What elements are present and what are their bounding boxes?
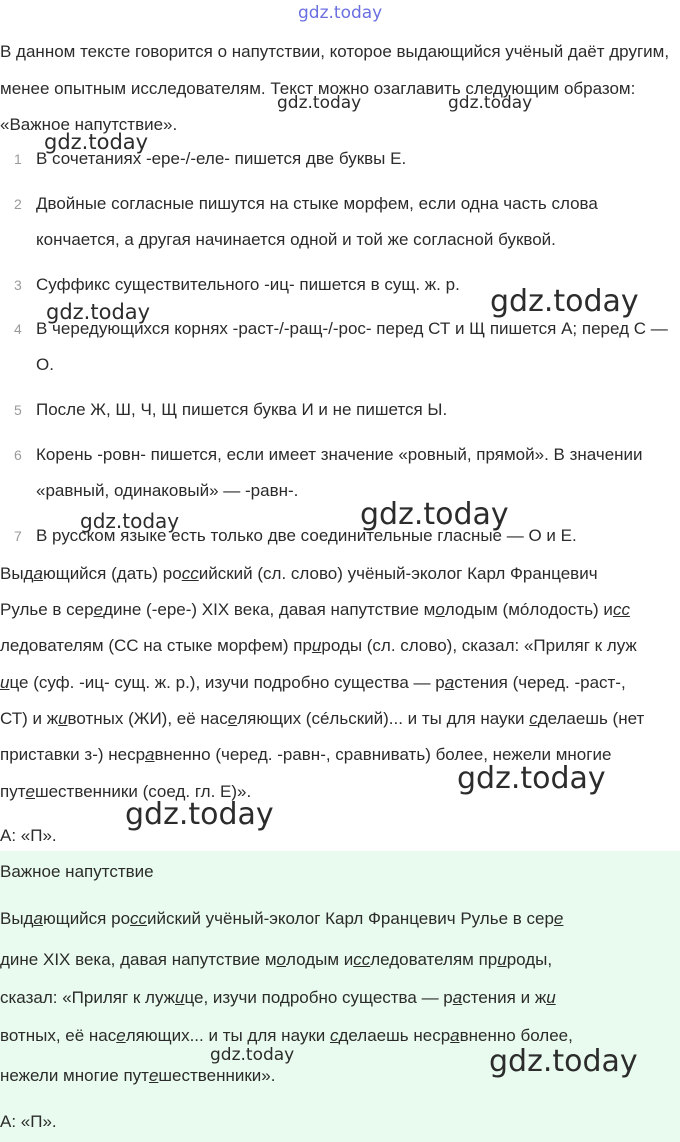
watermark: gdz.today: [210, 1045, 295, 1065]
watermark: gdz.today: [448, 93, 533, 113]
section-heading: Важное напутствие: [0, 862, 154, 881]
watermark: gdz.today: [80, 509, 180, 533]
rule-number: 3: [14, 277, 22, 293]
rule-text: После Ж, Ш, Ч, Щ пишется буква И и не пишется Ы.: [36, 400, 448, 419]
rule-text: Двойные согласные пишутся на стыке морфем, если одна часть слова кончается, а другая начинается одной и той же согласной буквой.: [36, 194, 598, 249]
rule-number: 1: [14, 151, 22, 167]
analysis-answer: А: «П».: [0, 826, 57, 845]
watermark: gdz.today: [489, 1044, 638, 1079]
watermark: gdz.today: [46, 300, 151, 324]
watermark: gdz.today: [490, 284, 639, 319]
rule-text: В сочетаниях -ере-/-еле- пишется две буквы Е.: [36, 149, 407, 168]
rule-text: В русском языке есть только две соединительные гласные — О и Е.: [36, 526, 577, 545]
rule-text: Суффикс существительного -иц- пишется в сущ. ж. р.: [36, 275, 460, 294]
final-answer: А: «П».: [0, 1112, 57, 1131]
rule-number: 6: [14, 447, 22, 463]
rule-number: 2: [14, 196, 22, 212]
rule-text: Корень -ровн- пишется, если имеет значение «ровный, прямой». В значении «равный, одинаковый» — -равн-.: [36, 445, 643, 500]
rule-text: В чередующихся корнях -раст-/-ращ-/-рос- перед СТ и Щ пишется А; перед С — О.: [36, 319, 668, 374]
watermark: gdz.today: [125, 797, 274, 832]
rule-number: 7: [14, 528, 22, 544]
rule-number: 4: [14, 321, 22, 337]
watermark: gdz.today: [457, 761, 606, 796]
intro-paragraph: В данном тексте говорится о напутствии, которое выдающийся учёный даёт другим, менее опытным исследователям. Текст можно озаглавить следующим образом: «Важное напутствие».: [0, 42, 670, 134]
rule-number: 5: [14, 402, 22, 418]
watermark: gdz.today: [277, 93, 362, 113]
watermark: gdz.today: [44, 130, 149, 154]
watermark-top: gdz.today: [298, 3, 383, 23]
watermark: gdz.today: [360, 497, 509, 532]
